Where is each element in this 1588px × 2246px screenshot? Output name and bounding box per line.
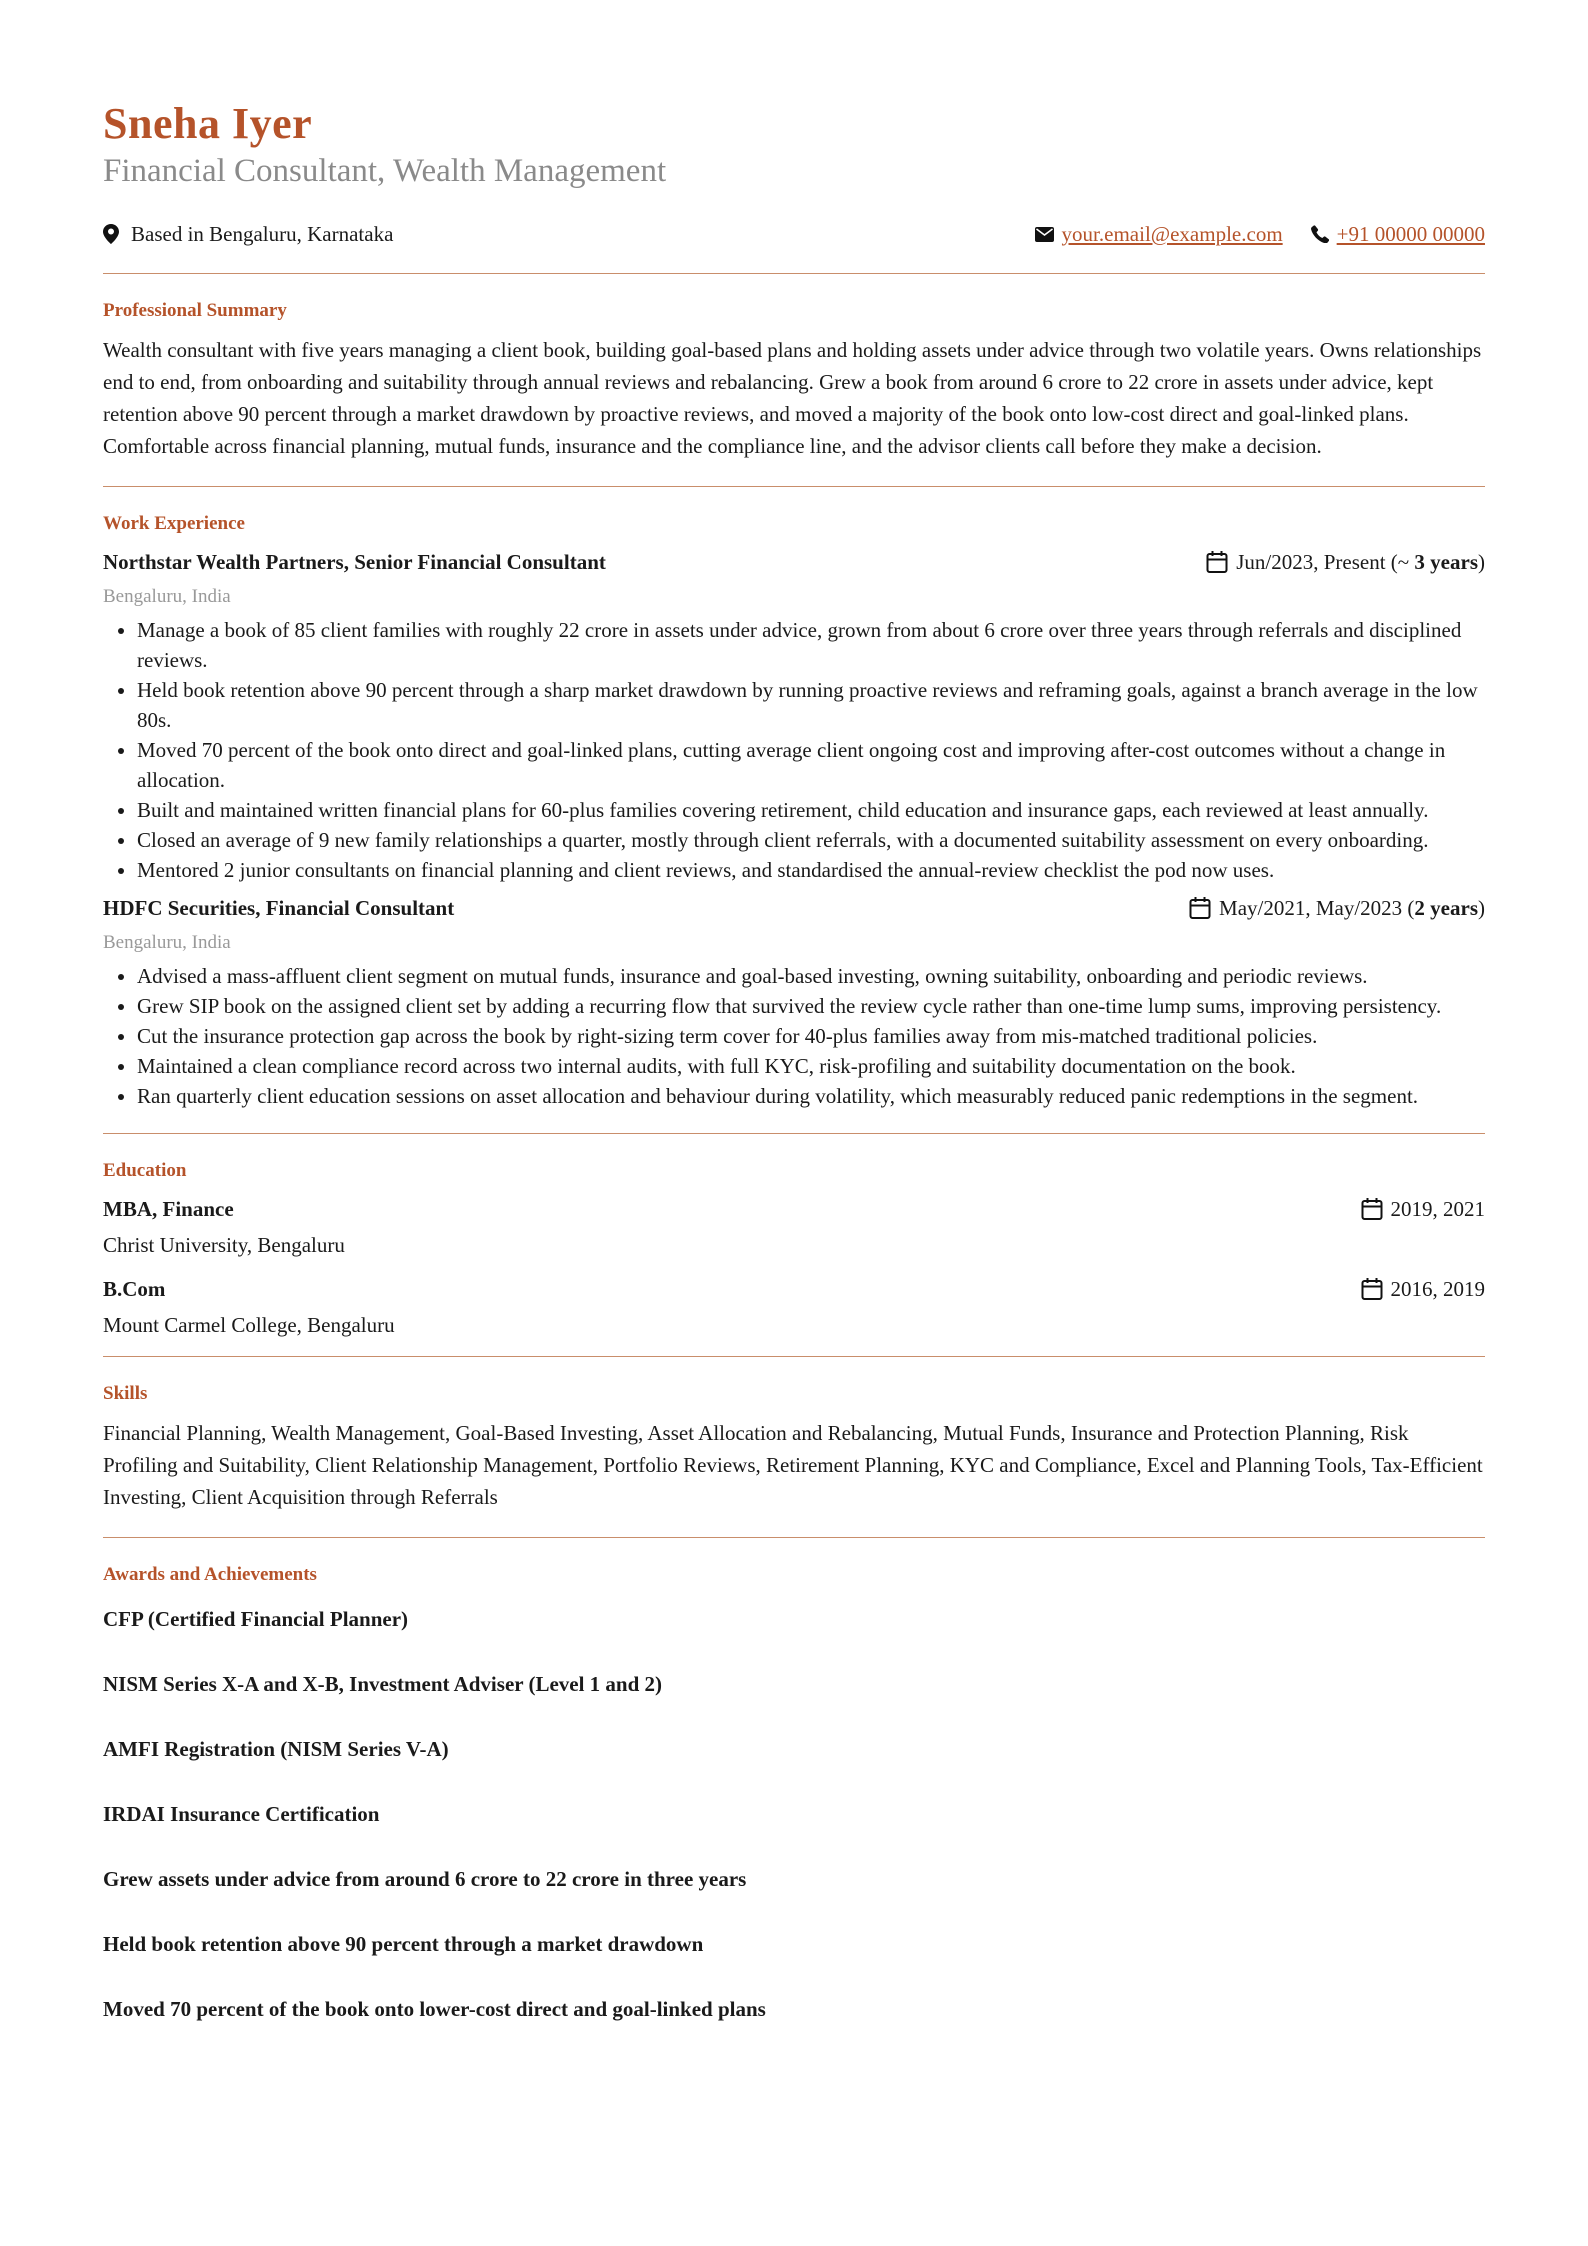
education-header: [103, 1274, 1485, 1304]
job-entry: [103, 547, 1485, 885]
phone-link[interactable]: +91 00000 00000: [1336, 221, 1485, 246]
education-date-text: 2019, 2021: [1390, 1196, 1485, 1221]
calendar-icon: [1206, 550, 1228, 574]
list-item: • Built and maintained written financial plans for 60-plus families covering retirement, child education and insurance gaps, each reviewed at least annually.: [137, 795, 1485, 825]
list-item: • Grew SIP book on the assigned client set by adding a recurring flow that survived the review cycle rather than one-time lump sums, improving persistency.: [137, 991, 1485, 1021]
education-entry: [103, 1194, 1485, 1260]
list-item: • Mentored 2 junior consultants on financial planning and client reviews, and standardised the annual-review checklist the pod now uses.: [137, 855, 1485, 885]
job-dates: [1189, 893, 1485, 923]
location-text: Based in Bengaluru, Karnataka: [131, 221, 394, 246]
section-heading: Awards and Achievements: [103, 1563, 317, 1585]
calendar-icon: [1189, 896, 1211, 920]
summary-section: [103, 274, 1485, 486]
job-bullets: [103, 961, 1485, 1111]
job-role: Financial Consultant: [265, 895, 455, 920]
job-dates: [1206, 547, 1485, 577]
job-title: HDFC Securities, Financial Consultant: [103, 895, 455, 920]
education-degree: B.Com: [103, 1276, 166, 1301]
list-item: • Ran quarterly client education sessions on asset allocation and behaviour during volatility, which measurably reduced panic redemptions in the segment.: [137, 1081, 1485, 1111]
job-company: HDFC Securities: [103, 895, 256, 920]
email-item: [1035, 222, 1283, 247]
award-item: AMFI Registration (NISM Series V-A): [103, 1736, 449, 1761]
candidate-title: Financial Consultant, Wealth Management: [103, 153, 667, 190]
education-dates: [1361, 1194, 1486, 1224]
job-entry: [103, 893, 1485, 1111]
list-item: • Closed an average of 9 new family relationships a quarter, mostly through client referrals, with a documented suitability assessment on every onboarding.: [137, 825, 1485, 855]
phone-item: [1311, 222, 1485, 247]
list-item: • Cut the insurance protection gap across the book by right-sizing term cover for 40-plus families away from mis-matched traditional policies.: [137, 1021, 1485, 1051]
award-item: Held book retention above 90 percent through a market drawdown: [103, 1931, 704, 1956]
job-header: [103, 547, 1485, 577]
award-item: Grew assets under advice from around 6 crore to 22 crore in three years: [103, 1866, 747, 1891]
job-date-text: Jun/2023, Present (~ 3 years): [1236, 549, 1485, 574]
experience-section: [103, 487, 1485, 1133]
contact-row: [103, 222, 1485, 247]
job-header: [103, 893, 1485, 923]
education-school: Mount Carmel College, Bengaluru: [103, 1312, 395, 1337]
map-pin-icon: [103, 224, 119, 244]
job-location: Bengaluru, India: [103, 931, 231, 953]
envelope-icon: [1035, 227, 1054, 242]
award-item: IRDAI Insurance Certification: [103, 1801, 380, 1826]
location-item: [103, 222, 393, 247]
calendar-icon: [1361, 1277, 1383, 1301]
section-heading: Professional Summary: [103, 299, 287, 321]
education-header: [103, 1194, 1485, 1224]
education-dates: [1361, 1274, 1486, 1304]
list-item: • Moved 70 percent of the book onto direct and goal-linked plans, cutting average client ongoing cost and improving after-cost outcomes without a change in allocation.: [137, 735, 1485, 795]
award-item: Moved 70 percent of the book onto lower-cost direct and goal-linked plans: [103, 1996, 766, 2021]
contact-links: [1035, 222, 1485, 247]
education-date-text: 2016, 2019: [1390, 1276, 1485, 1301]
awards-section: [103, 1538, 1485, 2048]
list-item: • Maintained a clean compliance record across two internal audits, with full KYC, risk-profiling and suitability documentation on the book.: [137, 1051, 1485, 1081]
job-location: Bengaluru, India: [103, 585, 231, 607]
education-section: [103, 1134, 1485, 1356]
candidate-name: Sneha Iyer: [103, 99, 313, 148]
skills-section: [103, 1357, 1485, 1537]
job-role: Senior Financial Consultant: [354, 549, 606, 574]
summary-text: Wealth consultant with five years managing a client book, building goal-based plans and holding assets under advice through two volatile years. Owns relationships end to end, from onboarding and suitability through annual reviews and rebalancing. Grew a book from around 6 crore to 22 crore in assets under advice, kept retention above 90 percent through a market drawdown by proactive reviews, and moved a majority of the book onto low-cost direct and goal-linked plans. Comfortable across financial planning, mutual funds, insurance and the compliance line, and the advisor clients call before they make a decision.: [103, 337, 1482, 458]
job-date-text: May/2021, May/2023 (2 years): [1219, 895, 1485, 920]
education-school: Christ University, Bengaluru: [103, 1232, 345, 1257]
section-heading: Education: [103, 1159, 187, 1181]
phone-icon: [1311, 225, 1329, 243]
section-heading: Skills: [103, 1382, 148, 1404]
list-item: • Manage a book of 85 client families with roughly 22 crore in assets under advice, grown from about 6 crore over three years through referrals and disciplined reviews.: [137, 615, 1485, 675]
job-company: Northstar Wealth Partners: [103, 549, 344, 574]
section-heading: Work Experience: [103, 512, 245, 534]
job-bullets: [103, 615, 1485, 885]
award-item: NISM Series X-A and X-B, Investment Adviser (Level 1 and 2): [103, 1671, 663, 1696]
education-entry: [103, 1274, 1485, 1340]
job-title: Northstar Wealth Partners, Senior Financial Consultant: [103, 549, 606, 574]
award-item: CFP (Certified Financial Planner): [103, 1606, 409, 1631]
calendar-icon: [1361, 1197, 1383, 1221]
email-link[interactable]: your.email@example.com: [1061, 221, 1283, 246]
list-item: • Held book retention above 90 percent through a sharp market drawdown by running proactive reviews and reframing goals, against a branch average in the low 80s.: [137, 675, 1485, 735]
skills-text: Financial Planning, Wealth Management, Goal-Based Investing, Asset Allocation and Rebalancing, Mutual Funds, Insurance and Protection Planning, Risk Profiling and Suitability, Client Relationship Management, Portfolio Reviews, Retirement Planning, KYC and Compliance, Excel and Planning Tools, Tax-Efficient Investing, Client Acquisition through Referrals: [103, 1420, 1483, 1509]
list-item: • Advised a mass-affluent client segment on mutual funds, insurance and goal-based investing, owning suitability, onboarding and periodic reviews.: [137, 961, 1485, 991]
education-degree: MBA, Finance: [103, 1196, 234, 1221]
